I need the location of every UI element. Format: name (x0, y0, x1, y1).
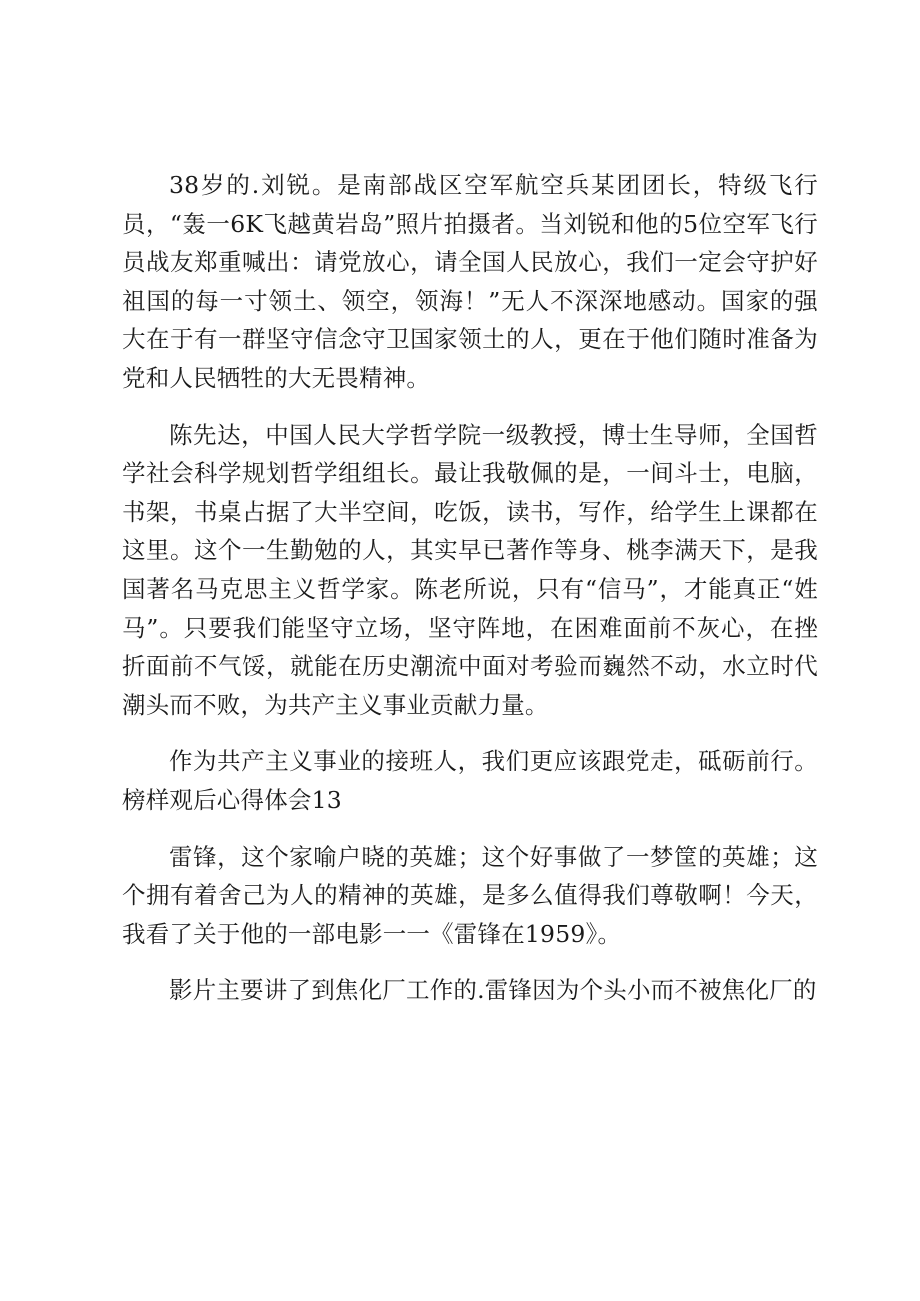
paragraph-film-summary: 影片主要讲了到焦化厂工作的.雷锋因为个头小而不被焦化厂的 (169, 976, 817, 1005)
document-body (122, 166, 818, 1010)
paragraph-successor: 作为共产主义事业的接班人，我们更应该跟党走，砥砺前行。榜样观后心得体会13 (122, 747, 818, 814)
paragraph-chen-xianda: 陈先达，中国人民大学哲学院一级教授，博士生导师，全国哲学社会科学规划哲学组组长。最让我敬佩的是，一间斗士，电脑，书架，书桌占据了大半空间，吃饭，读书，写作，给学生上课都在这里。这个一生勤勉的人，其实早已著作等身、桃李满天下，是我国著名马克思主义哲学家。陈老所说，只有“信马”，才能真正“姓马”。只要我们能坚守立场，坚守阵地，在困难面前不灰心，在挫折面前不气馁，就能在历史潮流中面对考验而巍然不动，水立时代潮头而不败，为共产主义事业贡献力量。 (122, 420, 818, 719)
paragraph-lei-feng: 雷锋，这个家喻户晓的英雄；这个好事做了一梦筐的英雄；这个拥有着舍己为人的精神的英雄，是多么值得我们尊敬啊！今天，我看了关于他的一部电影一一《雷锋在1959》。 (122, 842, 818, 948)
paragraph-liu-rui: 38岁的.刘锐。是南部战区空军航空兵某团团长，特级飞行员，“轰一6K飞越黄岩岛”照片拍摄者。当刘锐和他的5位空军飞行员战友郑重喊出：请党放心，请全国人民放心，我们一定会守护好祖国的每一寸领土、领空，领海！”无人不深深地感动。国家的强大在于有一群坚守信念守卫国家领土的人，更在于他们随时准备为党和人民牺牲的大无畏精神。 (122, 171, 818, 392)
